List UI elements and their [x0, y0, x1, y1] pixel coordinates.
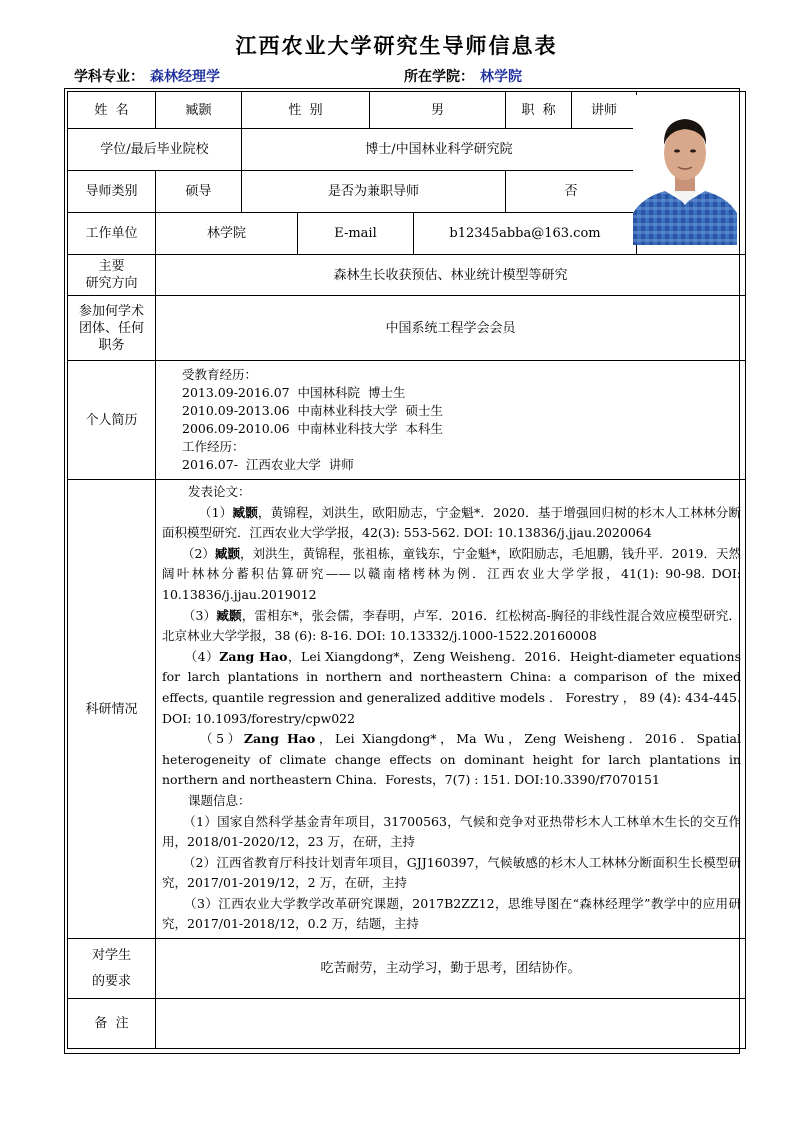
parttime-label: 是否为兼职导师 — [242, 171, 506, 213]
requirement-label-line1: 对学生 — [91, 947, 131, 963]
paper-item — [162, 729, 741, 791]
name-label: 姓 名 — [68, 92, 156, 129]
project-item — [162, 812, 741, 853]
remark-label: 备 注 — [68, 999, 156, 1049]
bio-label: 个人简历 — [68, 361, 156, 480]
project-text: （2）江西省教育厅科技计划青年项目，GJJ160397，气候敏感的杉木人工林林分断面积生长模型研究，2017/01-2019/12，2 万，在研，主持 — [162, 854, 741, 891]
email-label: E-mail — [298, 213, 414, 255]
advisor-type-label: 导师类别 — [68, 171, 156, 213]
title-label: 职 称 — [506, 92, 572, 129]
paper-citation: ，Lei Xiangdong*，Zeng Weisheng．2016．Height-diameter equations for larch plantations in northern and northeastern China: a comparison of the mixed effects, quantile regression and generalized additive models ． Forestry ， 89 (4): 434-445. DOI: 10.1093/forestry/cpw022 — [162, 648, 741, 726]
society-label — [68, 296, 156, 361]
paper-citation: ，雷相东*，张会儒，李春明，卢军．2016．红松树高-胸径的非线性混合效应模型研究．北京林业大学学报，38 (6): 8-16. DOI: 10.13332/j.1000-1522.20160008 — [162, 607, 741, 644]
direction-label — [68, 255, 156, 296]
projects-heading: 课题信息： — [188, 792, 251, 808]
direction-label-line2: 研究方向 — [85, 276, 138, 291]
society-label-line1: 参加何学术 — [78, 303, 144, 319]
discipline-field — [74, 66, 220, 86]
paper-number: （2） — [181, 545, 215, 561]
remark-value — [156, 999, 746, 1049]
edu-heading: 受教育经历： — [182, 367, 258, 382]
paper-author: 臧颢 — [232, 504, 258, 520]
page-title: 江西农业大学研究生导师信息表 — [235, 33, 558, 58]
paper-citation: ，Lei Xiangdong*，Ma Wu，Zeng Weisheng．2016．Spatial heterogeneity of climate change effects on dominant height for larch plantations in northern and northeastern China．Forests，7(7) : 151. DOI:10.3390/f7070151 — [162, 731, 742, 788]
gender-label: 性 别 — [242, 92, 370, 129]
requirement-value: 吃苦耐劳，主动学习，勤于思考，团结协作。 — [156, 939, 746, 999]
paper-author: 臧颢 — [216, 607, 242, 623]
society-value: 中国系统工程学会会员 — [156, 296, 746, 361]
paper-number: （5） — [200, 731, 244, 747]
requirement-label — [68, 939, 156, 999]
direction-label-line1: 主要 — [98, 259, 125, 274]
college-label: 所在学院： — [404, 69, 474, 85]
portrait-image — [633, 95, 737, 245]
edu-item: 2006.09-2010.06 中南林业科技大学 本科生 — [182, 421, 443, 436]
papers-heading: 发表论文： — [188, 484, 251, 499]
edu-item: 2013.09-2016.07 中国林科院 博士生 — [182, 385, 406, 400]
project-text: （3）江西农业大学教学改革研究课题，2017B2ZZ12，思维导图在“森林经理学”教学中的应用研究，2017/01-2018/12，0.2 万，结题，主持 — [162, 895, 741, 932]
society-label-line2: 团体、任何 — [78, 320, 144, 336]
college-value: 林学院 — [480, 69, 522, 85]
paper-author: 臧颢 — [214, 545, 240, 561]
work-heading: 工作经历： — [182, 439, 245, 454]
gender-value: 男 — [370, 92, 506, 129]
work-item: 2016.07- 江西农业大学 讲师 — [182, 457, 354, 472]
unit-label: 工作单位 — [68, 213, 156, 255]
research-label: 科研情况 — [68, 480, 156, 939]
degree-value: 博士/中国林业科学研究院 — [242, 129, 637, 171]
paper-citation: ，黄锦程，刘洪生，欧阳励志，宁金魁*．2020．基于增强回归树的杉木人工林林分断面积模型研究．江西农业大学学报，42(3): 553-562. DOI: 10.13836/j.jjau.2020064 — [162, 504, 741, 541]
society-label-line3: 职务 — [98, 337, 125, 353]
paper-number: （4） — [184, 648, 220, 664]
project-text: （1）国家自然科学基金青年项目，31700563，气候和竞争对亚热带杉木人工林单木生长的交互作用，2018/01-2020/12，23 万，在研，主持 — [162, 813, 741, 850]
paper-number: （3） — [182, 607, 217, 623]
research-content — [156, 480, 746, 939]
discipline-label: 学科专业： — [74, 69, 144, 85]
requirement-label-line2: 的要求 — [91, 973, 131, 989]
paper-item — [162, 503, 741, 544]
paper-author: Zang Hao — [243, 731, 316, 747]
paper-author: Zang Hao — [219, 648, 288, 664]
advisor-type-value: 硕导 — [156, 171, 242, 213]
edu-item: 2010.09-2013.06 中南林业科技大学 硕士生 — [182, 403, 443, 418]
paper-item — [162, 544, 741, 606]
title-value: 讲师 — [572, 92, 637, 129]
bio-content — [156, 361, 746, 480]
project-item — [162, 894, 741, 935]
parttime-value: 否 — [506, 171, 637, 213]
unit-value: 林学院 — [156, 213, 298, 255]
portrait-photo — [633, 95, 737, 245]
paper-number: （1） — [198, 504, 233, 520]
direction-value: 森林生长收获预估、林业统计模型等研究 — [156, 255, 746, 296]
paper-item — [162, 647, 741, 729]
paper-citation: ，刘洪生，黄锦程，张祖栋，童钱东，宁金魁*，欧阳励志，毛旭鹏，钱升平．2019．天然阔叶林林分蓄积估算研究——以赣南楮栲林为例．江西农业大学学报，41(1): 90-98. DOI: 10.13836/j.jjau.2019012 — [162, 545, 741, 602]
paper-item — [162, 606, 741, 647]
project-item — [162, 853, 741, 894]
discipline-value: 森林经理学 — [150, 69, 220, 85]
name-value: 臧颢 — [156, 92, 242, 129]
degree-label: 学位/最后毕业院校 — [68, 129, 242, 171]
email-value: b12345abba@163.com — [414, 213, 637, 255]
college-field — [404, 66, 522, 86]
